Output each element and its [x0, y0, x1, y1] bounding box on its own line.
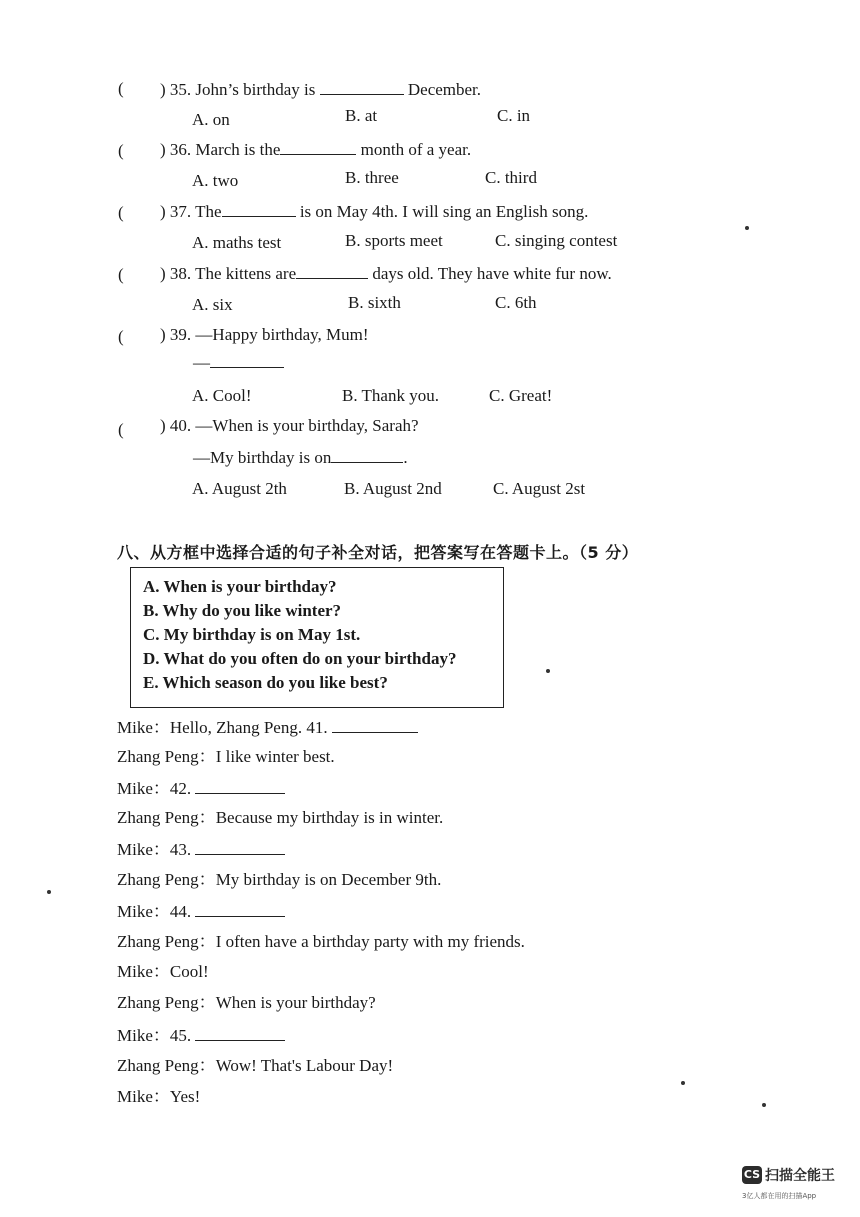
q40-option-b: B. August 2nd: [344, 479, 442, 498]
q39-option-b: B. Thank you.: [342, 386, 439, 405]
q36-bracket: (: [118, 141, 124, 160]
answer-blank: [195, 778, 285, 794]
q40-stem: ) 40. —When is your birthday, Sarah?: [160, 416, 419, 435]
box-option-d: D. What do you often do on your birthday?: [143, 649, 457, 668]
answer-blank: [280, 139, 356, 155]
q40-reply: —My birthday is on .: [193, 448, 408, 467]
q38-option-a: A. six: [192, 295, 233, 314]
q38-option-c: C. 6th: [495, 293, 537, 312]
dialogue-line: Mike：44.: [117, 901, 285, 922]
q39-reply: —: [193, 352, 284, 373]
dialogue-line: Zhang Peng：My birthday is on December 9th.: [117, 870, 442, 889]
scan-speck: [47, 890, 51, 894]
q35-option-b: B. at: [345, 106, 378, 125]
answer-blank: [331, 447, 403, 463]
answer-blank: [195, 901, 285, 917]
sentence-options-box: [130, 567, 504, 708]
q39-option-a: A. Cool!: [192, 386, 252, 405]
scanner-watermark: [742, 1165, 835, 1200]
q40-option-a: A. August 2th: [192, 479, 287, 498]
q37-option-a: A. maths test: [192, 233, 282, 252]
scanner-tagline: 3亿人都在用的扫描App: [742, 1192, 817, 1200]
answer-blank: [210, 352, 284, 368]
dialogue-line: Mike：42.: [117, 778, 285, 799]
q38-option-b: B. sixth: [348, 293, 401, 312]
dialogue-line: Mike：Hello, Zhang Peng. 41.: [117, 717, 418, 738]
q36-option-a: A. two: [192, 171, 239, 190]
q36-option-c: C. third: [485, 168, 537, 187]
dialogue-line: Mike：Yes!: [117, 1087, 201, 1106]
dialogue-line: Zhang Peng：I often have a birthday party with my friends.: [117, 932, 525, 951]
dialogue-line: Zhang Peng：Wow! That's Labour Day!: [117, 1056, 394, 1075]
answer-blank: [195, 839, 285, 855]
q39-stem: ) 39. —Happy birthday, Mum!: [160, 325, 369, 344]
scanner-app-name: 扫描全能王: [765, 1168, 835, 1184]
box-option-c: C. My birthday is on May 1st.: [143, 625, 361, 644]
answer-blank: [195, 1025, 285, 1041]
q37-bracket: (: [118, 203, 124, 222]
q39-option-c: C. Great!: [489, 386, 553, 405]
q38-stem: ) 38. The kittens are days old. They have white fur now.: [160, 264, 612, 283]
q38-bracket: (: [118, 265, 124, 284]
q35-option-c: C. in: [497, 106, 531, 125]
q37-option-b: B. sports meet: [345, 231, 443, 250]
answer-blank: [332, 717, 418, 733]
q37-option-c: C. singing contest: [495, 231, 618, 250]
q35-option-a: A. on: [192, 110, 230, 129]
q37-stem: ) 37. The is on May 4th. I will sing an English song.: [160, 202, 589, 221]
answer-blank: [296, 263, 368, 279]
q40-bracket: (: [118, 420, 124, 439]
q35-bracket: (: [118, 79, 124, 98]
q35-stem: ) 35. John’s birthday is December.: [160, 80, 482, 99]
q36-stem: ) 36. March is the month of a year.: [160, 140, 472, 159]
answer-blank: [222, 201, 296, 217]
box-option-a: A. When is your birthday?: [143, 577, 337, 596]
scanner-logo-icon: CS: [742, 1166, 762, 1184]
section-title: 八、从方框中选择合适的句子补全对话，把答案写在答题卡上。（5 分）: [117, 543, 639, 562]
scan-speck: [762, 1103, 766, 1107]
box-option-b: B. Why do you like winter?: [143, 601, 342, 620]
dialogue-line: Zhang Peng：Because my birthday is in winter.: [117, 808, 444, 827]
q36-option-b: B. three: [345, 168, 399, 187]
scan-speck: [681, 1081, 685, 1085]
scan-speck: [546, 669, 550, 673]
dialogue-line: Mike：45.: [117, 1025, 285, 1046]
dialogue-line: Zhang Peng：I like winter best.: [117, 747, 335, 766]
q40-option-c: C. August 2st: [493, 479, 586, 498]
dialogue-line: Zhang Peng：When is your birthday?: [117, 993, 376, 1012]
scan-speck: [745, 226, 749, 230]
dialogue-line: Mike：Cool!: [117, 962, 209, 981]
answer-blank: [320, 79, 404, 95]
box-option-e: E. Which season do you like best?: [143, 673, 388, 692]
dialogue-line: Mike：43.: [117, 839, 285, 860]
q39-bracket: (: [118, 327, 124, 346]
